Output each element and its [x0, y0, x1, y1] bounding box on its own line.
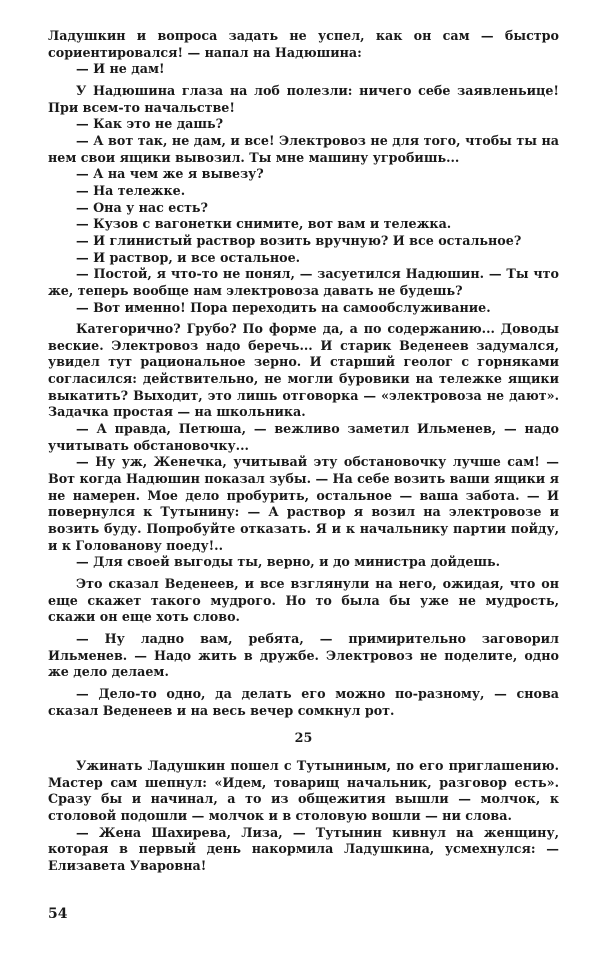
paragraph: — И не дам!: [76, 61, 165, 77]
paragraph: — А правда, Петюша, — вежливо заметил Ильменев, — надо учитывать обстановочку...: [48, 421, 559, 453]
paragraph: — А на чем же я вывезу?: [76, 166, 264, 182]
paragraph: — Вот именно! Пора переходить на самообслуживание.: [76, 299, 491, 315]
paragraph: — Дело-то одно, да делать его можно по-разному, — снова сказал Веденеев и на весь вечер сомкнул рот.: [48, 685, 559, 718]
paragraph: — И глинистый раствор возить вручную? И все остальное?: [76, 232, 522, 248]
page-number: 54: [48, 906, 68, 922]
paragraph: — Жена Шахирева, Лиза, — Тутынин кивнул на женщину, которая в первый день накормила Ладушкина, усмехнулся: — Елизавета Уваровна!: [48, 824, 559, 873]
paragraph: Это сказал Веденеев, и все взглянули на него, ожидая, что он еще скажет такого мудрого. Но то была бы уже не мудрость, скажи он еще хоть слово.: [48, 576, 559, 625]
paragraph: — Ну уж, Женечка, учитывай эту обстановочку лучше сам! — Вот когда Надюшин показал зубы. — На себе возить ваши ящики я не намерен. Мое дело пробурить, остальное — ваша забота. — И повернулся к Тутынину: — А раствор я возил на электровозе и возить буду. Попробуйте отказать. Я и к начальнику партии пойду, и к Голованову поеду!..: [48, 454, 559, 553]
paragraph: — А вот так, не дам, и все! Электровоз не для того, чтобы ты на нем свои ящики вывозил. Ты мне машину угробишь...: [48, 132, 559, 165]
paragraph: — Она у нас есть?: [76, 199, 208, 215]
paragraph: Ужинать Ладушкин пошел с Тутыниным, по его приглашению. Мастер сам шепнул: «Идем, товарищ начальник, разговор есть». Сразу бы и начинал, а то из общежития вышли — молчок, к столовой подошли — молчок и в столовую вошли — ни слова.: [48, 757, 559, 823]
paragraph: — Постой, я что-то не понял, — засуетился Надюшин. — Ты что же, теперь вообще нам электровоза давать не будешь?: [48, 266, 559, 298]
paragraph: — Как это не дашь?: [76, 116, 224, 132]
paragraph: — И раствор, и все остальное.: [76, 249, 301, 265]
paragraph: Категорично? Грубо? По форме да, а по содержанию... Доводы веские. Электровоз надо беречь... И старик Веденеев задумался, увидел тут рациональное зерно. И старший геолог с горняками согласился: действительно, не могли буровики на тележке ящики выкатить? Выходит, это лишь отговорка — «электровоза не дают». Задачка простая — на школьника.: [48, 321, 559, 420]
paragraph: — Кузов с вагонетки снимите, вот вам и тележка.: [76, 216, 452, 232]
page-text: [48, 28, 559, 875]
chapter-number: 25: [294, 730, 313, 746]
paragraph: — Для своей выгоды ты, верно, и до министра дойдешь.: [76, 554, 501, 570]
paragraph: — На тележке.: [76, 182, 186, 198]
paragraph: Ладушкин и вопроса задать не успел, как он сам — быстро сориентировался! — напал на Надюшина:: [48, 28, 559, 60]
paragraph: — Ну ладно вам, ребята, — примирительно заговорил Ильменев. — Надо жить в дружбе. Электровоз не поделите, одно же дело делаем.: [48, 630, 559, 680]
paragraph: У Надюшина глаза на лоб полезли: ничего себе заявленьице! При всем-то начальстве!: [48, 82, 559, 115]
